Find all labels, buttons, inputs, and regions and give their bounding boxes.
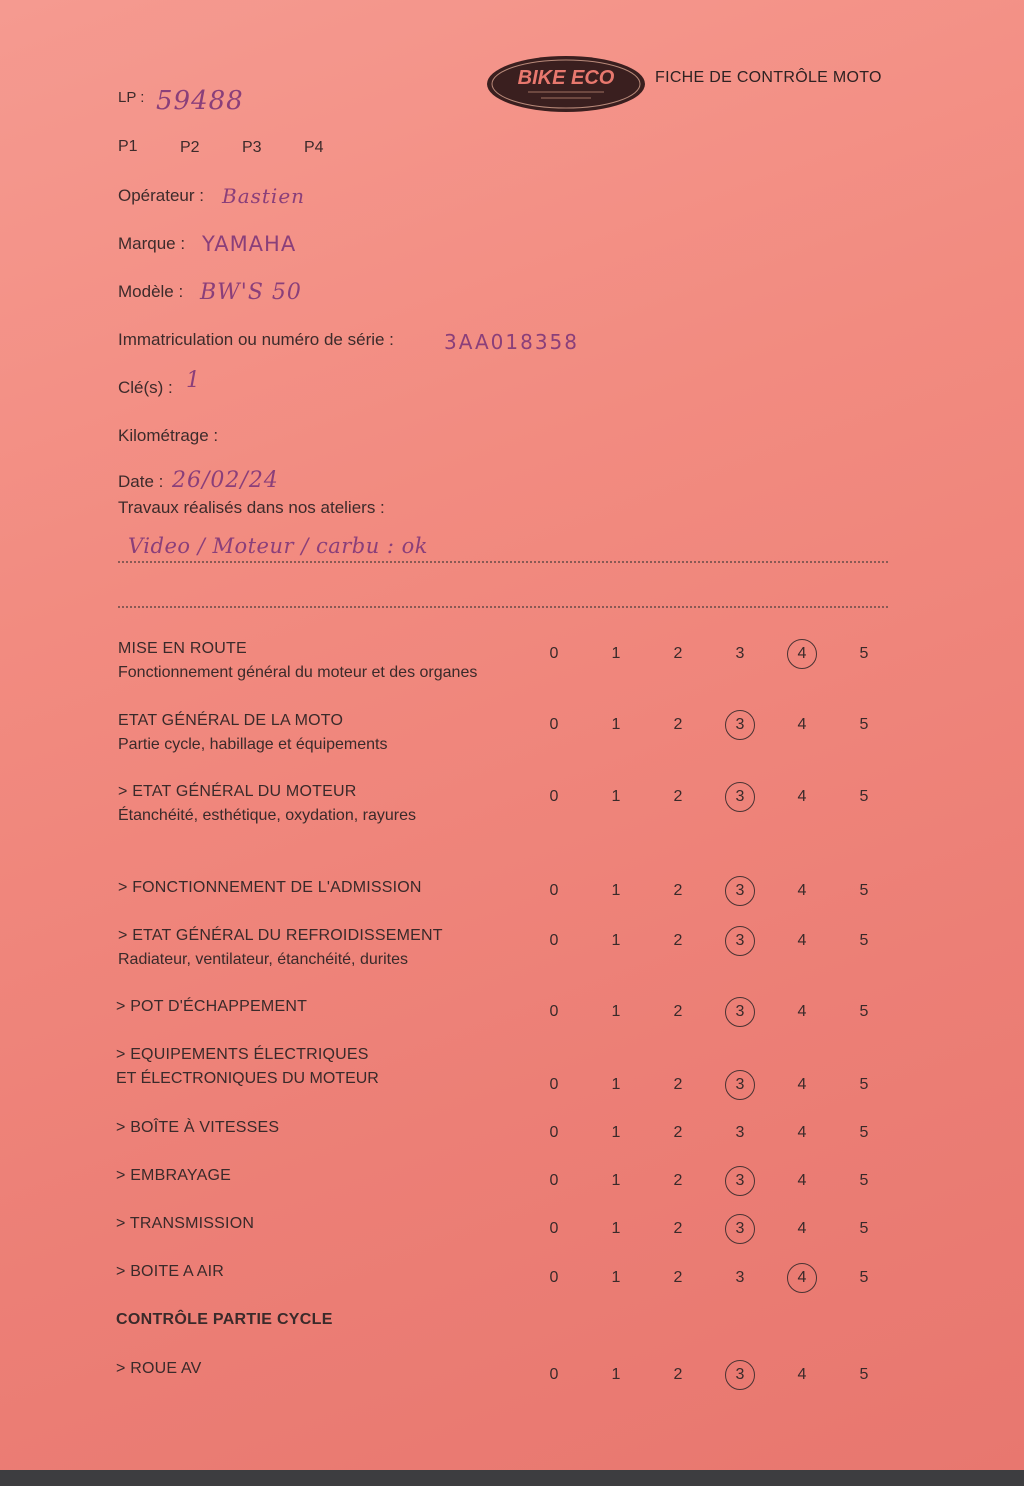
rating-option-0[interactable]: 0 [549, 788, 559, 805]
rating-option-2[interactable]: 2 [673, 932, 683, 949]
cles-value: 1 [186, 368, 201, 393]
rating-option-5[interactable]: 5 [859, 788, 869, 805]
rating-option-1[interactable]: 1 [611, 1269, 621, 1286]
rating-option-4[interactable]: 4 [797, 1124, 807, 1141]
rating-option-2[interactable]: 2 [673, 1124, 683, 1141]
modele-label: Modèle : [118, 282, 184, 301]
rating-option-4[interactable]: 4 [797, 788, 807, 805]
rating-option-2[interactable]: 2 [673, 788, 683, 805]
date-value: 26/02/24 [172, 468, 279, 493]
rating-option-1[interactable]: 1 [611, 882, 621, 899]
immatriculation-value: 3AA018358 [444, 330, 579, 354]
rating-option-5[interactable]: 5 [859, 882, 869, 899]
rating-option-5[interactable]: 5 [859, 645, 869, 662]
rating-option-0[interactable]: 0 [549, 716, 559, 733]
rating-option-2[interactable]: 2 [673, 716, 683, 733]
rating-option-3[interactable]: 3 [735, 645, 745, 662]
rating-option-4[interactable]: 4 [797, 716, 807, 733]
date-label: Date : [118, 472, 164, 491]
row-title: > EMBRAYAGE [116, 1167, 231, 1184]
rating-option-4[interactable]: 4 [797, 1366, 807, 1383]
rating-option-5[interactable]: 5 [859, 1172, 869, 1189]
rating-option-0[interactable]: 0 [549, 645, 559, 662]
rating-option-4[interactable]: 4 [797, 1220, 807, 1237]
rating-option-4[interactable]: 4 [787, 639, 817, 669]
row-title: > TRANSMISSION [116, 1215, 255, 1232]
rating-option-3[interactable]: 3 [725, 997, 755, 1027]
p3-label: P3 [242, 139, 262, 156]
section-partie-cycle: CONTRÔLE PARTIE CYCLE [116, 1311, 333, 1328]
kilometrage-label: Kilométrage : [118, 426, 219, 445]
marque-value: YAMAHA [202, 232, 297, 256]
p4-label: P4 [304, 139, 324, 156]
rating-option-2[interactable]: 2 [673, 882, 683, 899]
row-subtitle: Fonctionnement général du moteur et des organes [118, 664, 478, 681]
rating-option-3[interactable]: 3 [725, 1214, 755, 1244]
rating-option-3[interactable]: 3 [735, 1269, 745, 1286]
rating-option-1[interactable]: 1 [611, 788, 621, 805]
rating-option-3[interactable]: 3 [725, 782, 755, 812]
row-title: MISE EN ROUTE [118, 640, 247, 657]
rating-option-5[interactable]: 5 [859, 716, 869, 733]
modele-value: BW'S 50 [200, 280, 302, 305]
rating-option-2[interactable]: 2 [673, 1220, 683, 1237]
cles-label: Clé(s) : [118, 378, 173, 397]
rating-option-5[interactable]: 5 [859, 1269, 869, 1286]
rating-option-0[interactable]: 0 [549, 1172, 559, 1189]
rating-option-0[interactable]: 0 [549, 882, 559, 899]
rating-option-5[interactable]: 5 [859, 1003, 869, 1020]
row-title: > ROUE AV [116, 1360, 202, 1377]
row-title: > FONCTIONNEMENT DE L'ADMISSION [118, 879, 422, 896]
row-subtitle: Partie cycle, habillage et équipements [118, 736, 388, 753]
rating-option-1[interactable]: 1 [611, 1172, 621, 1189]
row-subtitle: Radiateur, ventilateur, étanchéité, durites [118, 951, 408, 968]
row-title: > BOITE A AIR [116, 1263, 224, 1280]
travaux-line-2 [118, 606, 888, 608]
logo-text: BIKE ECO [517, 67, 615, 89]
rating-option-1[interactable]: 1 [611, 932, 621, 949]
rating-option-2[interactable]: 2 [673, 1076, 683, 1093]
lp-label: LP : [118, 89, 145, 106]
rating-option-5[interactable]: 5 [859, 932, 869, 949]
rating-option-1[interactable]: 1 [611, 1220, 621, 1237]
rating-option-5[interactable]: 5 [859, 1220, 869, 1237]
row-title: ETAT GÉNÉRAL DE LA MOTO [118, 712, 344, 729]
rating-option-3[interactable]: 3 [725, 1360, 755, 1390]
rating-option-1[interactable]: 1 [611, 716, 621, 733]
rating-option-2[interactable]: 2 [673, 1366, 683, 1383]
rating-option-1[interactable]: 1 [611, 1366, 621, 1383]
rating-option-4[interactable]: 4 [787, 1263, 817, 1293]
row-title: > POT D'ÉCHAPPEMENT [116, 998, 308, 1015]
rating-option-4[interactable]: 4 [797, 1076, 807, 1093]
rating-option-4[interactable]: 4 [797, 932, 807, 949]
rating-option-4[interactable]: 4 [797, 882, 807, 899]
rating-option-0[interactable]: 0 [549, 1003, 559, 1020]
bike-eco-logo [486, 55, 646, 113]
rating-option-1[interactable]: 1 [611, 1124, 621, 1141]
rating-option-0[interactable]: 0 [549, 1366, 559, 1383]
rating-option-4[interactable]: 4 [797, 1003, 807, 1020]
rating-option-3[interactable]: 3 [725, 1070, 755, 1100]
rating-option-3[interactable]: 3 [735, 1124, 745, 1141]
row-subtitle: ET ÉLECTRONIQUES DU MOTEUR [116, 1070, 379, 1087]
rating-option-3[interactable]: 3 [725, 710, 755, 740]
rating-option-2[interactable]: 2 [673, 1003, 683, 1020]
sheet-title: FICHE DE CONTRÔLE MOTO [655, 69, 882, 86]
operateur-value: Bastien [222, 184, 306, 208]
rating-option-1[interactable]: 1 [611, 1003, 621, 1020]
rating-option-0[interactable]: 0 [549, 1220, 559, 1237]
rating-option-1[interactable]: 1 [611, 1076, 621, 1093]
immatriculation-label: Immatriculation ou numéro de série : [118, 330, 394, 349]
row-subtitle: Étanchéité, esthétique, oxydation, rayures [118, 807, 416, 824]
rating-option-2[interactable]: 2 [673, 1172, 683, 1189]
row-title: > EQUIPEMENTS ÉLECTRIQUES [116, 1046, 369, 1063]
p2-label: P2 [180, 139, 200, 156]
rating-option-0[interactable]: 0 [549, 1076, 559, 1093]
travaux-line-1 [118, 561, 888, 563]
rating-option-0[interactable]: 0 [549, 1269, 559, 1286]
lp-value: 59488 [156, 86, 244, 116]
rating-option-3[interactable]: 3 [725, 876, 755, 906]
row-title: > ETAT GÉNÉRAL DU MOTEUR [118, 783, 357, 800]
rating-option-5[interactable]: 5 [859, 1076, 869, 1093]
rating-option-0[interactable]: 0 [549, 932, 559, 949]
operateur-label: Opérateur : [118, 186, 204, 205]
rating-option-5[interactable]: 5 [859, 1124, 869, 1141]
p1-label: P1 [118, 138, 138, 155]
rating-option-3[interactable]: 3 [725, 926, 755, 956]
row-title: > BOÎTE À VITESSES [116, 1119, 280, 1136]
rating-option-4[interactable]: 4 [797, 1172, 807, 1189]
rating-option-0[interactable]: 0 [549, 1124, 559, 1141]
rating-option-3[interactable]: 3 [725, 1166, 755, 1196]
travaux-label: Travaux réalisés dans nos ateliers : [118, 498, 385, 517]
row-title: > ETAT GÉNÉRAL DU REFROIDISSEMENT [118, 927, 443, 944]
rating-option-2[interactable]: 2 [673, 645, 683, 662]
rating-option-1[interactable]: 1 [611, 645, 621, 662]
rating-option-5[interactable]: 5 [859, 1366, 869, 1383]
rating-option-2[interactable]: 2 [673, 1269, 683, 1286]
marque-label: Marque : [118, 234, 186, 253]
travaux-value: Video / Moteur / carbu : ok [128, 534, 429, 558]
